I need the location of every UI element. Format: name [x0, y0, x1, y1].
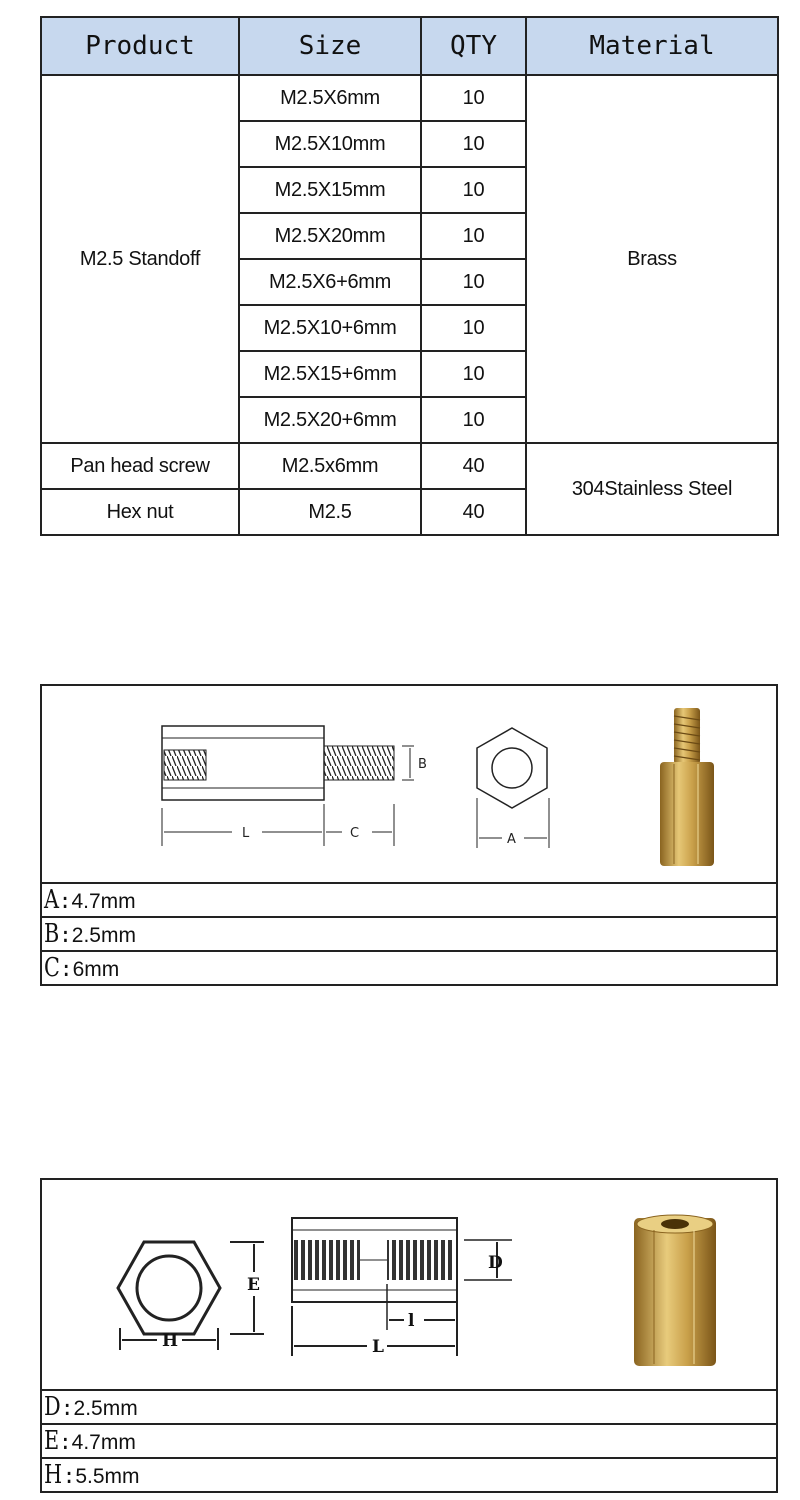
qty-cell: 10	[421, 167, 526, 213]
dim-label-l: L	[242, 826, 250, 841]
size-cell: M2.5x6mm	[239, 443, 421, 489]
qty-cell: 10	[421, 305, 526, 351]
female-standoff-drawing	[42, 1180, 776, 1391]
dim-key: E	[44, 1426, 60, 1456]
dim-label-d: D	[488, 1253, 503, 1273]
brass-standoff-photo	[660, 708, 714, 866]
dim-row-b	[42, 918, 776, 952]
size-cell: M2.5X15mm	[239, 167, 421, 213]
qty-cell: 10	[421, 351, 526, 397]
standoff-technical-drawing	[42, 686, 776, 882]
dim-row-h	[42, 1459, 776, 1491]
dim-label-a: A	[507, 832, 516, 847]
product-cell-screw: Pan head screw	[41, 443, 239, 489]
dim-label-h: H	[162, 1331, 179, 1351]
size-cell: M2.5X20mm	[239, 213, 421, 259]
dim-sep: :	[62, 1464, 76, 1488]
size-cell: M2.5X20+6mm	[239, 397, 421, 443]
qty-cell: 10	[421, 213, 526, 259]
header-product: Product	[41, 17, 239, 75]
standoff-side-view	[162, 726, 427, 846]
dim-sep: :	[58, 1430, 72, 1454]
size-cell: M2.5X6mm	[239, 75, 421, 121]
qty-cell: 40	[421, 489, 526, 535]
dim-key: A	[44, 885, 60, 915]
dim-value: 6mm	[72, 958, 120, 981]
female-standoff-side-view	[292, 1218, 512, 1357]
qty-cell: 10	[421, 259, 526, 305]
dim-row-a	[42, 884, 776, 918]
size-cell: M2.5	[239, 489, 421, 535]
spec-table	[40, 16, 779, 536]
header-size: Size	[239, 17, 421, 75]
table-row	[41, 75, 778, 121]
material-cell-steel: 304Stainless Steel	[526, 443, 778, 535]
dim-row-d	[42, 1391, 776, 1425]
dim-value: 5.5mm	[75, 1465, 140, 1488]
qty-cell: 10	[421, 75, 526, 121]
hex-end-view	[477, 728, 549, 848]
standoff-drawing	[42, 686, 776, 884]
dim-value: 2.5mm	[71, 924, 136, 947]
dim-value: 2.5mm	[73, 1397, 138, 1420]
dim-row-e	[42, 1425, 776, 1459]
material-cell-brass: Brass	[526, 75, 778, 443]
product-cell-nut: Hex nut	[41, 489, 239, 535]
dim-label-l1: l	[408, 1311, 415, 1331]
dim-sep: :	[59, 923, 72, 947]
size-cell: M2.5X6+6mm	[239, 259, 421, 305]
header-qty: QTY	[421, 17, 526, 75]
size-cell: M2.5X15+6mm	[239, 351, 421, 397]
table-row	[41, 443, 778, 489]
size-cell: M2.5X10mm	[239, 121, 421, 167]
female-standoff-technical-drawing	[42, 1180, 776, 1389]
dim-label-b: B	[418, 757, 427, 772]
dim-sep: :	[60, 1396, 74, 1420]
dim-value: 4.7mm	[71, 890, 136, 913]
brass-female-standoff-photo	[634, 1215, 716, 1366]
standoff-diagram-panel	[40, 684, 778, 986]
qty-cell: 10	[421, 397, 526, 443]
dim-sep: :	[58, 889, 72, 913]
dim-key: D	[44, 1392, 61, 1422]
dim-key: C	[44, 953, 60, 983]
size-cell: M2.5X10+6mm	[239, 305, 421, 351]
hex-end-view-2	[118, 1242, 264, 1351]
table-header-row	[41, 17, 778, 75]
female-standoff-diagram-panel	[40, 1178, 778, 1493]
dim-row-c	[42, 952, 776, 984]
dim-label-c: C	[350, 826, 360, 841]
product-cell-standoff: M2.5 Standoff	[41, 75, 239, 443]
dim-value: 4.7mm	[71, 1431, 136, 1454]
dim-label-l: L	[372, 1337, 384, 1357]
dim-key: H	[44, 1460, 63, 1490]
qty-cell: 40	[421, 443, 526, 489]
qty-cell: 10	[421, 121, 526, 167]
dim-label-e: E	[247, 1275, 260, 1295]
header-material: Material	[526, 17, 778, 75]
dim-sep: :	[59, 957, 73, 981]
dim-key: B	[44, 919, 60, 949]
